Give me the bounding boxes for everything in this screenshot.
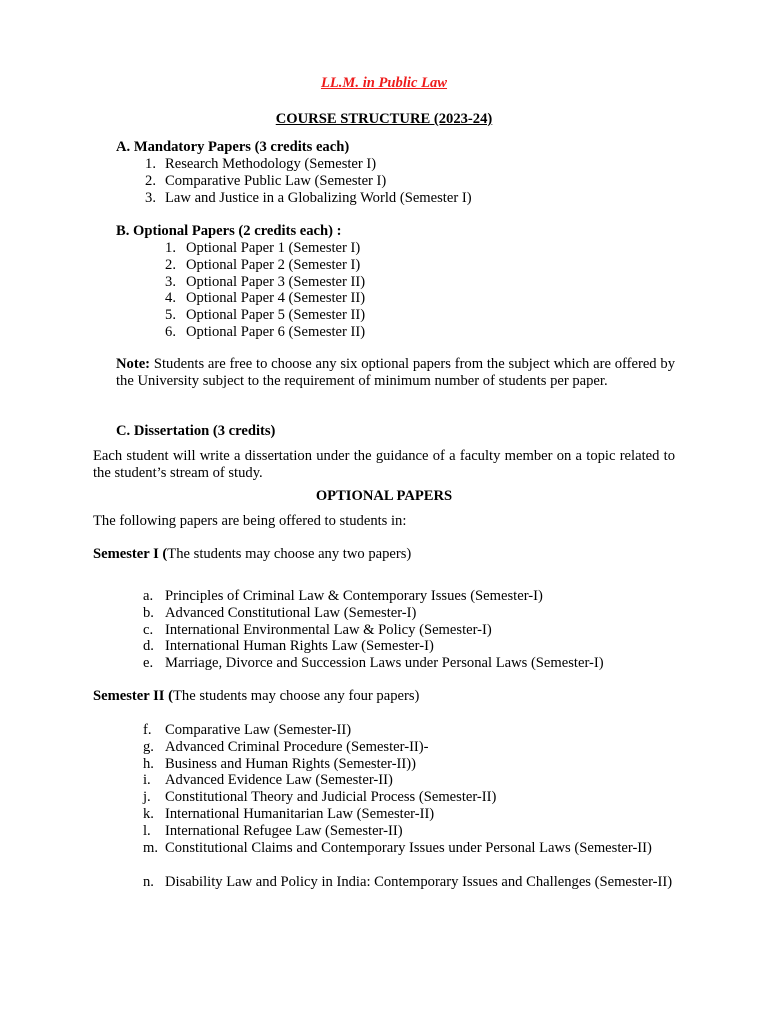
list-item: n. Disability Law and Policy in India: Contemporary Issues and Challenges (Semester-II) (143, 874, 673, 890)
semester-2-label: Semester II ( (93, 688, 173, 704)
optional-papers-heading: B. Optional Papers (2 credits each) : (116, 223, 342, 239)
optional-papers-section-heading: OPTIONAL PAPERS (315, 488, 453, 504)
note-paragraph (116, 356, 675, 390)
list-item: m. Constitutional Claims and Contemporary Issues under Personal Laws (Semester-II) (143, 840, 652, 856)
mandatory-papers-heading: A. Mandatory Papers (3 credits each) (116, 139, 350, 155)
semester-1-heading (93, 546, 411, 563)
dissertation-paragraph: Each student will write a dissertation under the guidance of a faculty member on a topic related to the student’s stream of study. (93, 448, 675, 481)
note-label: Note: (116, 356, 151, 372)
optional-papers-intro: The following papers are being offered to students in: (93, 513, 407, 529)
note-text: Students are free to choose any six optional papers from the subject which are offered by the University subject to the requirement of minimum number of students per paper. (116, 356, 675, 389)
semester-2-heading (93, 688, 419, 705)
dissertation-heading: C. Dissertation (3 credits) (116, 423, 276, 439)
document-page: LL.M. in Public Law COURSE STRUCTURE (2023-24) A. Mandatory Papers (3 credits each) 1. Research Methodology (Semester I) 2. Comparative Public Law (Semester I) 3. Law and Justice in a Globalizing World (Semester I) B. Optional Papers (2 credits each) : 1. Optional Paper 1 (Semester I) 2. Optional Paper 2 (Semester I) 3. Optional Paper 3 (Semester II) 4. Optional Paper 4 (Semester II) 5. Optional Paper 5 (Semester II) 6. Optional Paper 6 (Semester II) Note: Students are free to choose any six optional papers from the subject which are offered by the University subject to the requirement of minimum number of students per paper. C. Dissertation (3 credits) Each student will write a dissertation under the guidance of a faculty member on a topic related to the student’s stream of study. OPTIONAL PAPERS The following papers are being offered to students in: Semester I (The students may choose any two papers) a. Principles of Criminal Law & Contemporary Issues (Semester-I) b. Advanced Constitutional Law (Semester-I) c. International Environmental Law & Policy (Semester-I) d. International Human Rights Law (Semester-I) e. Marriage, Divorce and Succession Laws under Personal Laws (Semester-I) Semester II (The students may choose any four papers) f. Comparative Law (Semester-II) g. Advanced Criminal Procedure (Semester-II)- h. Business and Human Rights (Semester-II)) i. Advanced Evidence Law (Semester-II) j. Constitutional Theory and Judicial Process (Semester-II) k. International Humanitarian Law (Semester-II) l. International Refugee Law (Semester-II) m. Constitutional Claims and Contemporary Issues under Personal Laws (Semester-II) n. Disability Law and Policy in India: Contemporary Issues and Challenges (Semester-II) (0, 0, 768, 1024)
semester-1-label: Semester I ( (93, 546, 168, 562)
semester-2-instruction: The students may choose any four papers) (172, 688, 420, 704)
course-structure-heading: COURSE STRUCTURE (2023-24) (275, 111, 493, 127)
semester-1-instruction: The students may choose any two papers) (167, 546, 412, 562)
document-title: LL.M. in Public Law (320, 75, 448, 91)
